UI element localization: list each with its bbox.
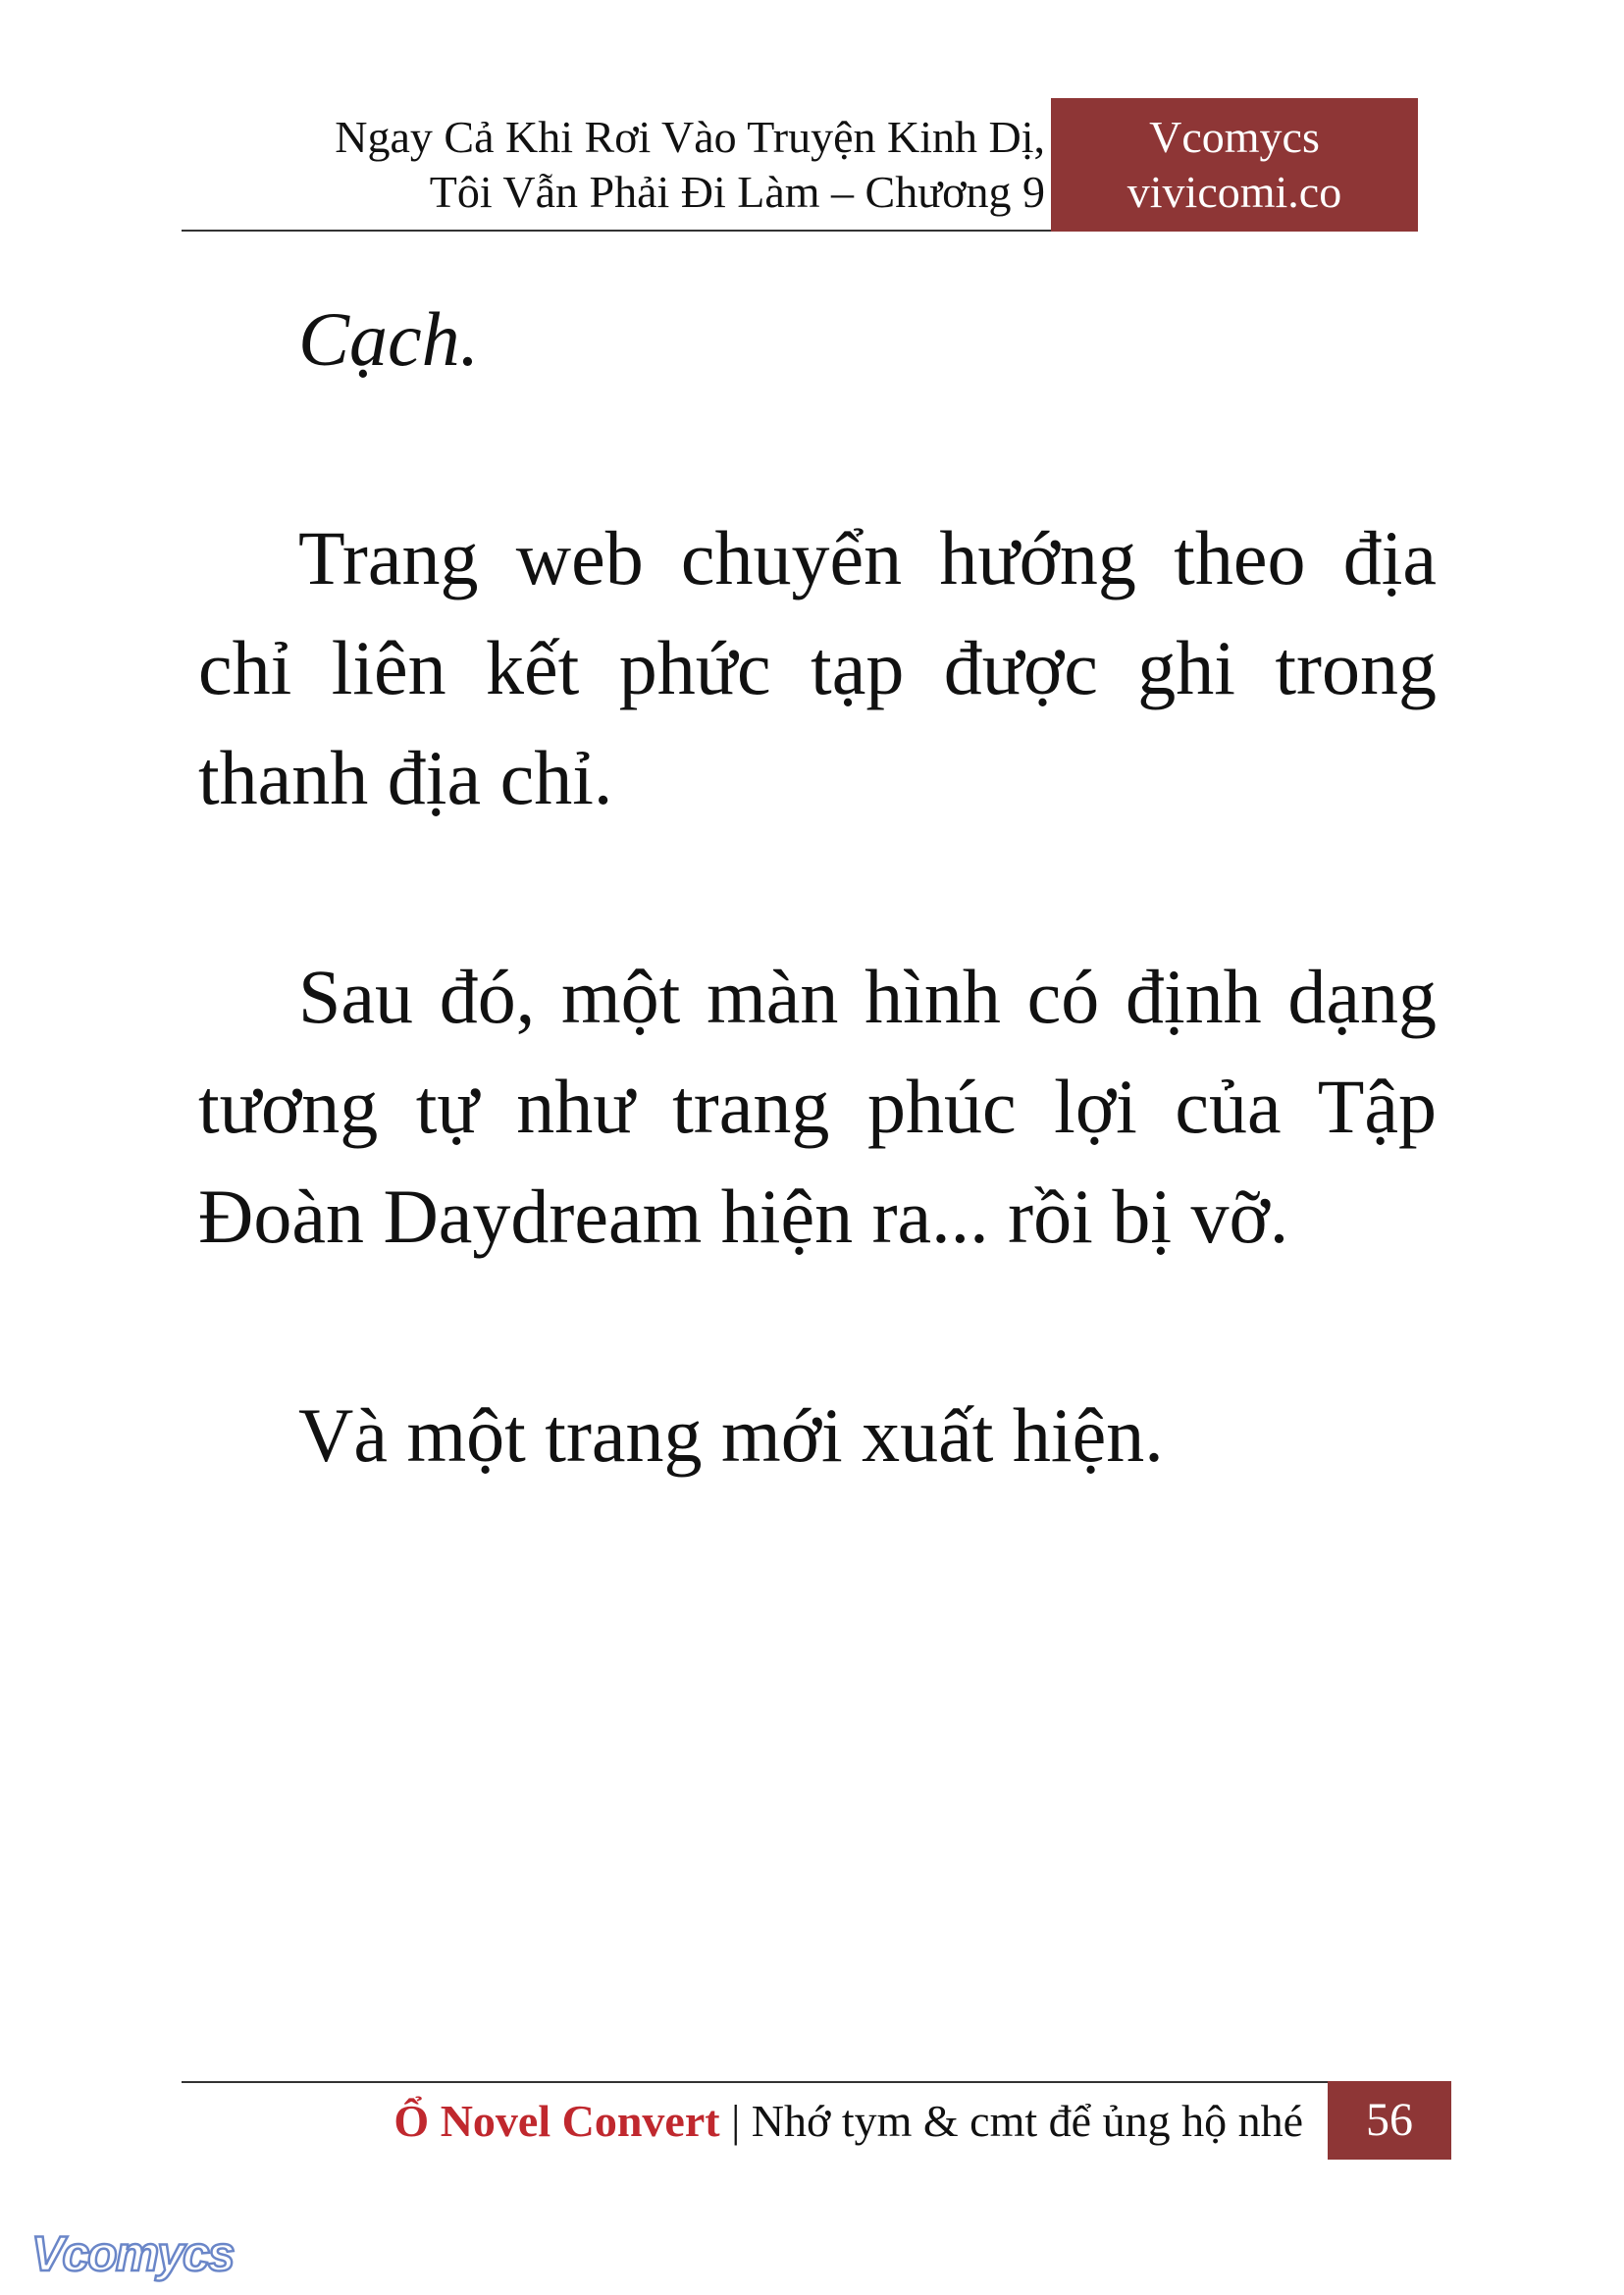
page-header (182, 98, 1418, 231)
footer-brand: Ổ Novel Convert (393, 2096, 720, 2146)
footer-message: Nhớ tym & cmt để ủng hộ nhé (751, 2096, 1303, 2146)
chapter-title (182, 98, 1045, 231)
paragraph: Và một trang mới xuất hiện. (298, 1392, 1164, 1478)
paragraph-sound-effect: Cạch. (298, 296, 480, 382)
footer-divider (182, 2081, 1328, 2083)
page-number: 56 (1328, 2081, 1451, 2160)
page-footer (182, 2090, 1303, 2159)
chapter-title-line2: Tôi Vẫn Phải Đi Làm – Chương 9 (429, 167, 1045, 217)
source-badge-name: Vcomycs (1149, 112, 1320, 162)
chapter-title-line1: Ngay Cả Khi Rơi Vào Truyện Kinh Dị, (335, 112, 1045, 162)
paragraph: Trang web chuyển hướng theo địa chỉ liên kết phức tạp được ghi trong thanh địa chỉ. (198, 515, 1437, 820)
footer-separator: | (719, 2096, 752, 2146)
source-badge-url: vivicomi.co (1126, 167, 1342, 217)
page-body (198, 285, 1437, 1490)
watermark-logo-text: Vcomycs (31, 2226, 234, 2281)
paragraph: Sau đó, một màn hình có định dạng tương tự như trang phúc lợi của Tập Đoàn Daydream hiện ra... rồi bị vỡ. (198, 954, 1437, 1259)
source-badge (1051, 98, 1418, 232)
watermark-logo (27, 2225, 263, 2284)
header-divider (182, 230, 1051, 232)
